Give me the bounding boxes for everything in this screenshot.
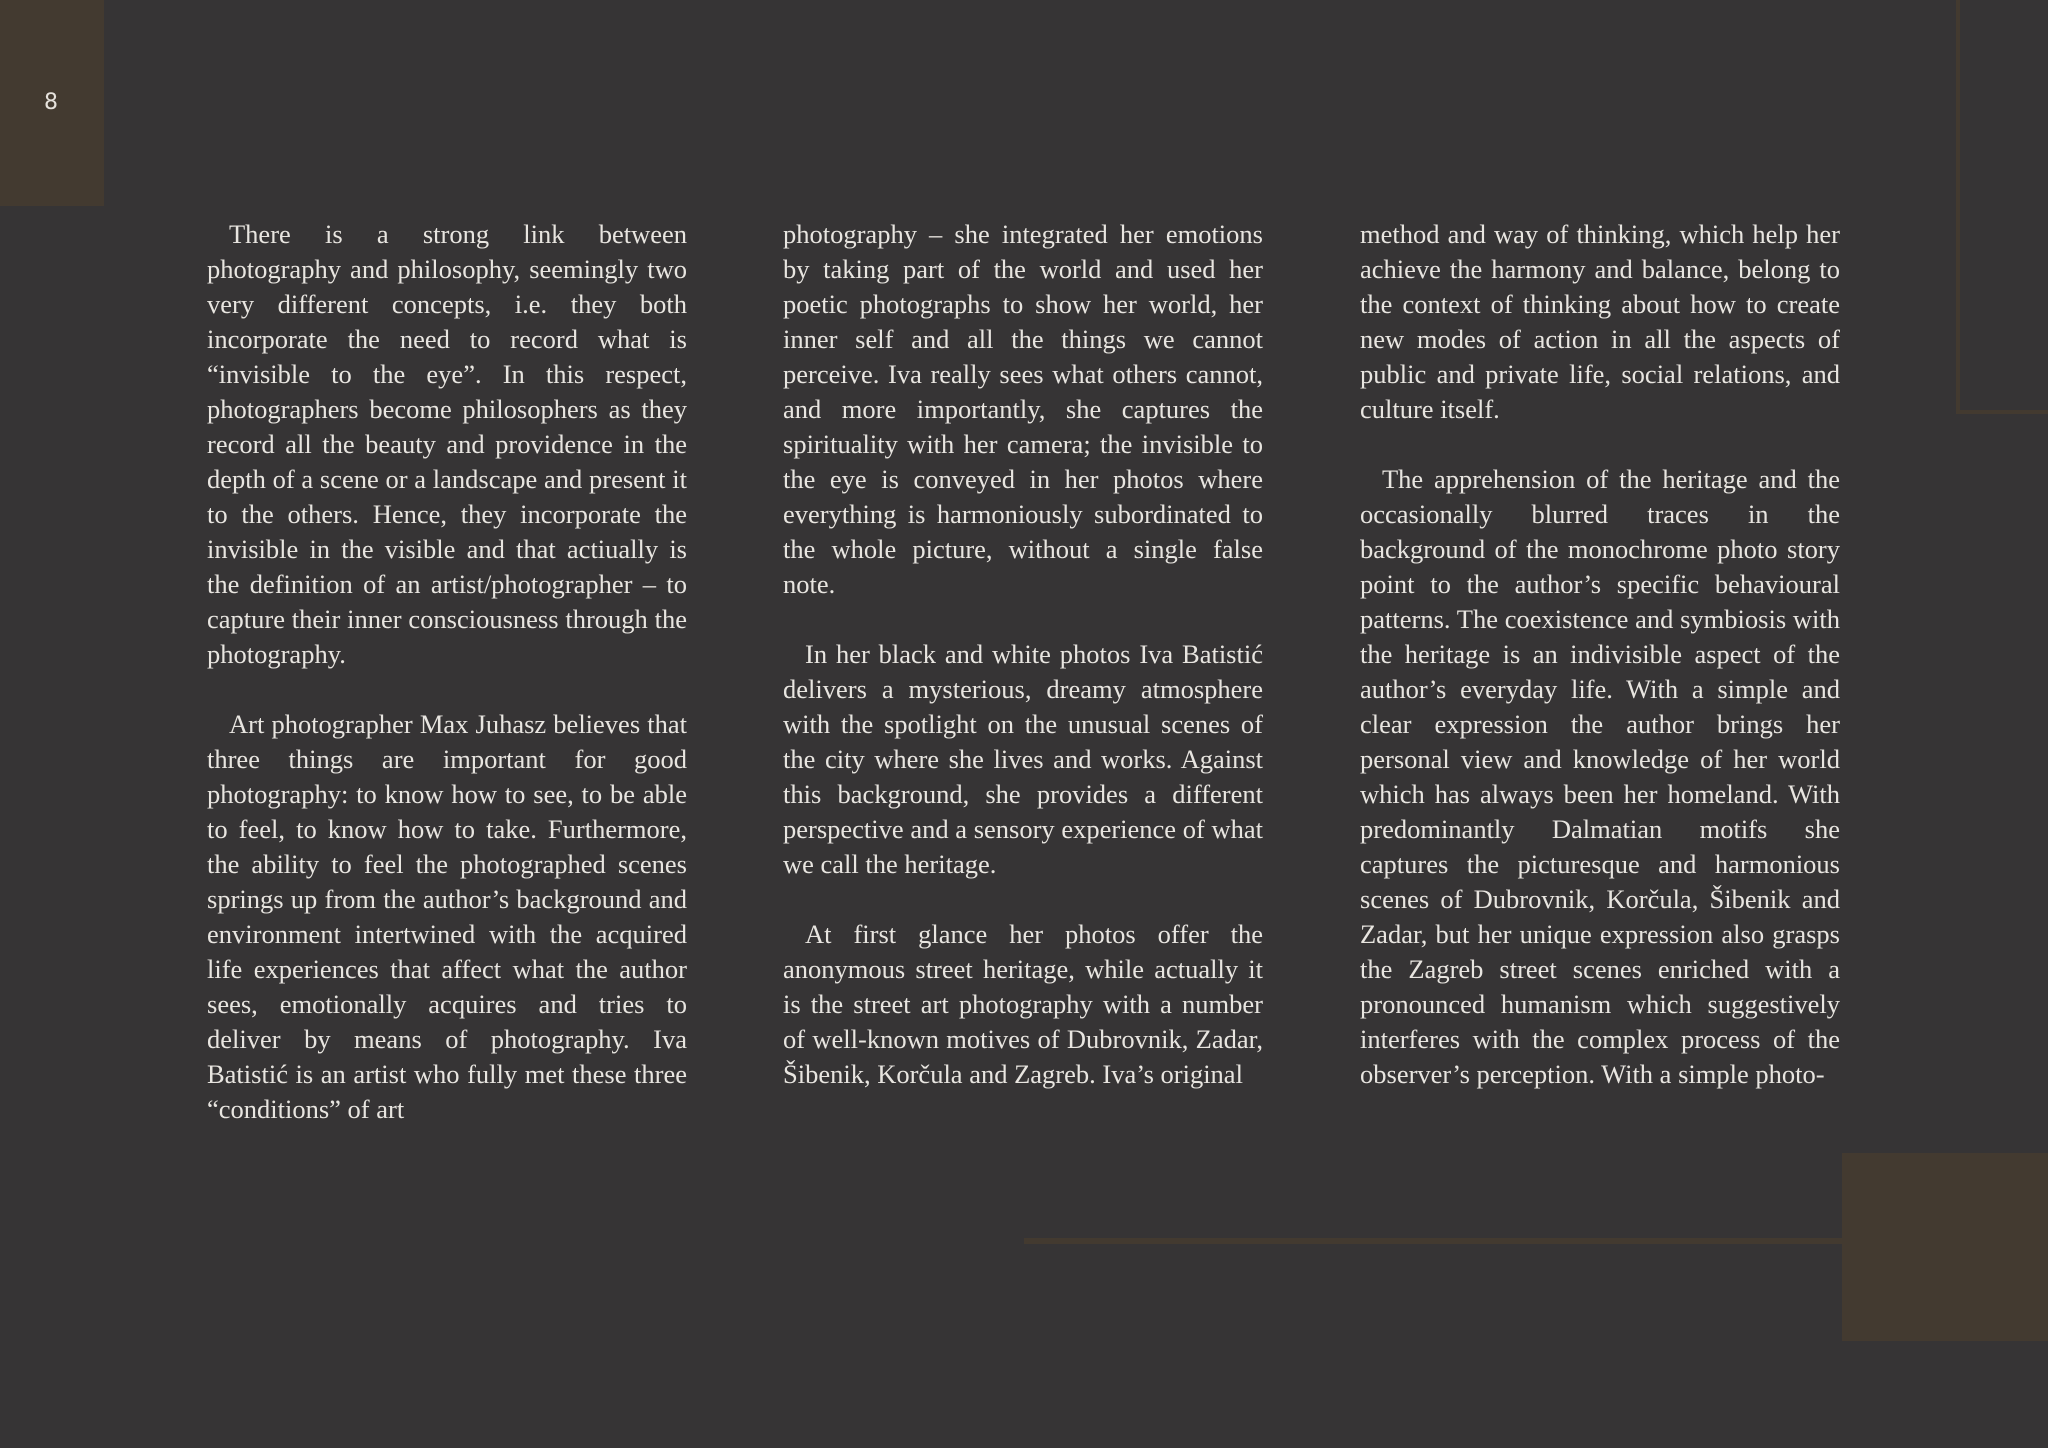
page-number: 8 [44, 90, 58, 115]
paragraph: There is a strong link between photography and philosophy, seemingly two very different concepts, i.e. they both incorporate the need to record what is “invisible to the eye”. In this respect, photographers become philosophers as they record all the beauty and providence in the depth of a scene or a landscape and present it to the others. Hence, they incorporate the invisible in the visible and that actiually is the definition of an artist/photographer – to capture their inner consciousness through the photography. [207, 219, 687, 669]
paragraph: In her black and white photos Iva Batistić delivers a mysterious, dreamy atmosphere with the spotlight on the unusual scenes of the city where she lives and works. Against this background, she provides a different perspective and a sensory experience of what we call the heritage. [783, 639, 1263, 879]
paragraph-continued: method and way of thinking, which help her achieve the harmony and balance, belong to the context of thinking about how to create new modes of action in all the aspects of public and private life, social relations, and culture itself. [1360, 219, 1840, 424]
paragraph: Art photographer Max Juhasz believes that three things are important for good photography: to know how to see, to be able to feel, to know how to take. Furthermore, the ability to feel the photographed scenes springs up from the author’s background and environment intertwined with the acquired life experiences that affect what the author sees, emotionally acquires and tries to deliver by means of photography. Iva Batistić is an artist who fully met these three “conditions” of art [207, 709, 687, 1124]
paragraph-continued: photography – she integrated her emotions by taking part of the world and used her poetic photographs to show her world, her inner self and all the things we cannot perceive. Iva really sees what others cannot, and more importantly, she captures the spirituality with her camera; the invisible to the eye is conveyed in her photos where everything is harmoniously subordinated to the whole picture, without a single false note. [783, 219, 1263, 599]
text-column-1 [207, 217, 687, 1162]
corner-accent-block-bottom [1842, 1153, 2048, 1341]
paragraph: The apprehension of the heritage and the occasionally blurred traces in the background of the monochrome photo story point to the author’s specific behavioural patterns. The coexistence and symbiosis with the heritage is an indivisible aspect of the author’s everyday life. With a simple and clear expression the author brings her personal view and knowledge of her world which has always been her homeland. With predominantly Dalmatian motifs she captures the picturesque and harmonious scenes of Dubrovnik, Korčula, Šibenik and Zadar, but her unique expression also grasps the Zagreb street scenes enriched with a pronounced humanism which suggestively interferes with the complex process of the observer’s perception. With a simple photo- [1360, 464, 1840, 1089]
text-column-2 [783, 217, 1263, 1127]
paragraph: At first glance her photos offer the anonymous street heritage, while actually it is the street art photography with a number of well-known motives of Dubrovnik, Zadar, Šibenik, Korčula and Zagreb. Iva’s original [783, 919, 1263, 1089]
text-column-3 [1360, 217, 1840, 1127]
decorative-frame-right [1956, 0, 2048, 414]
